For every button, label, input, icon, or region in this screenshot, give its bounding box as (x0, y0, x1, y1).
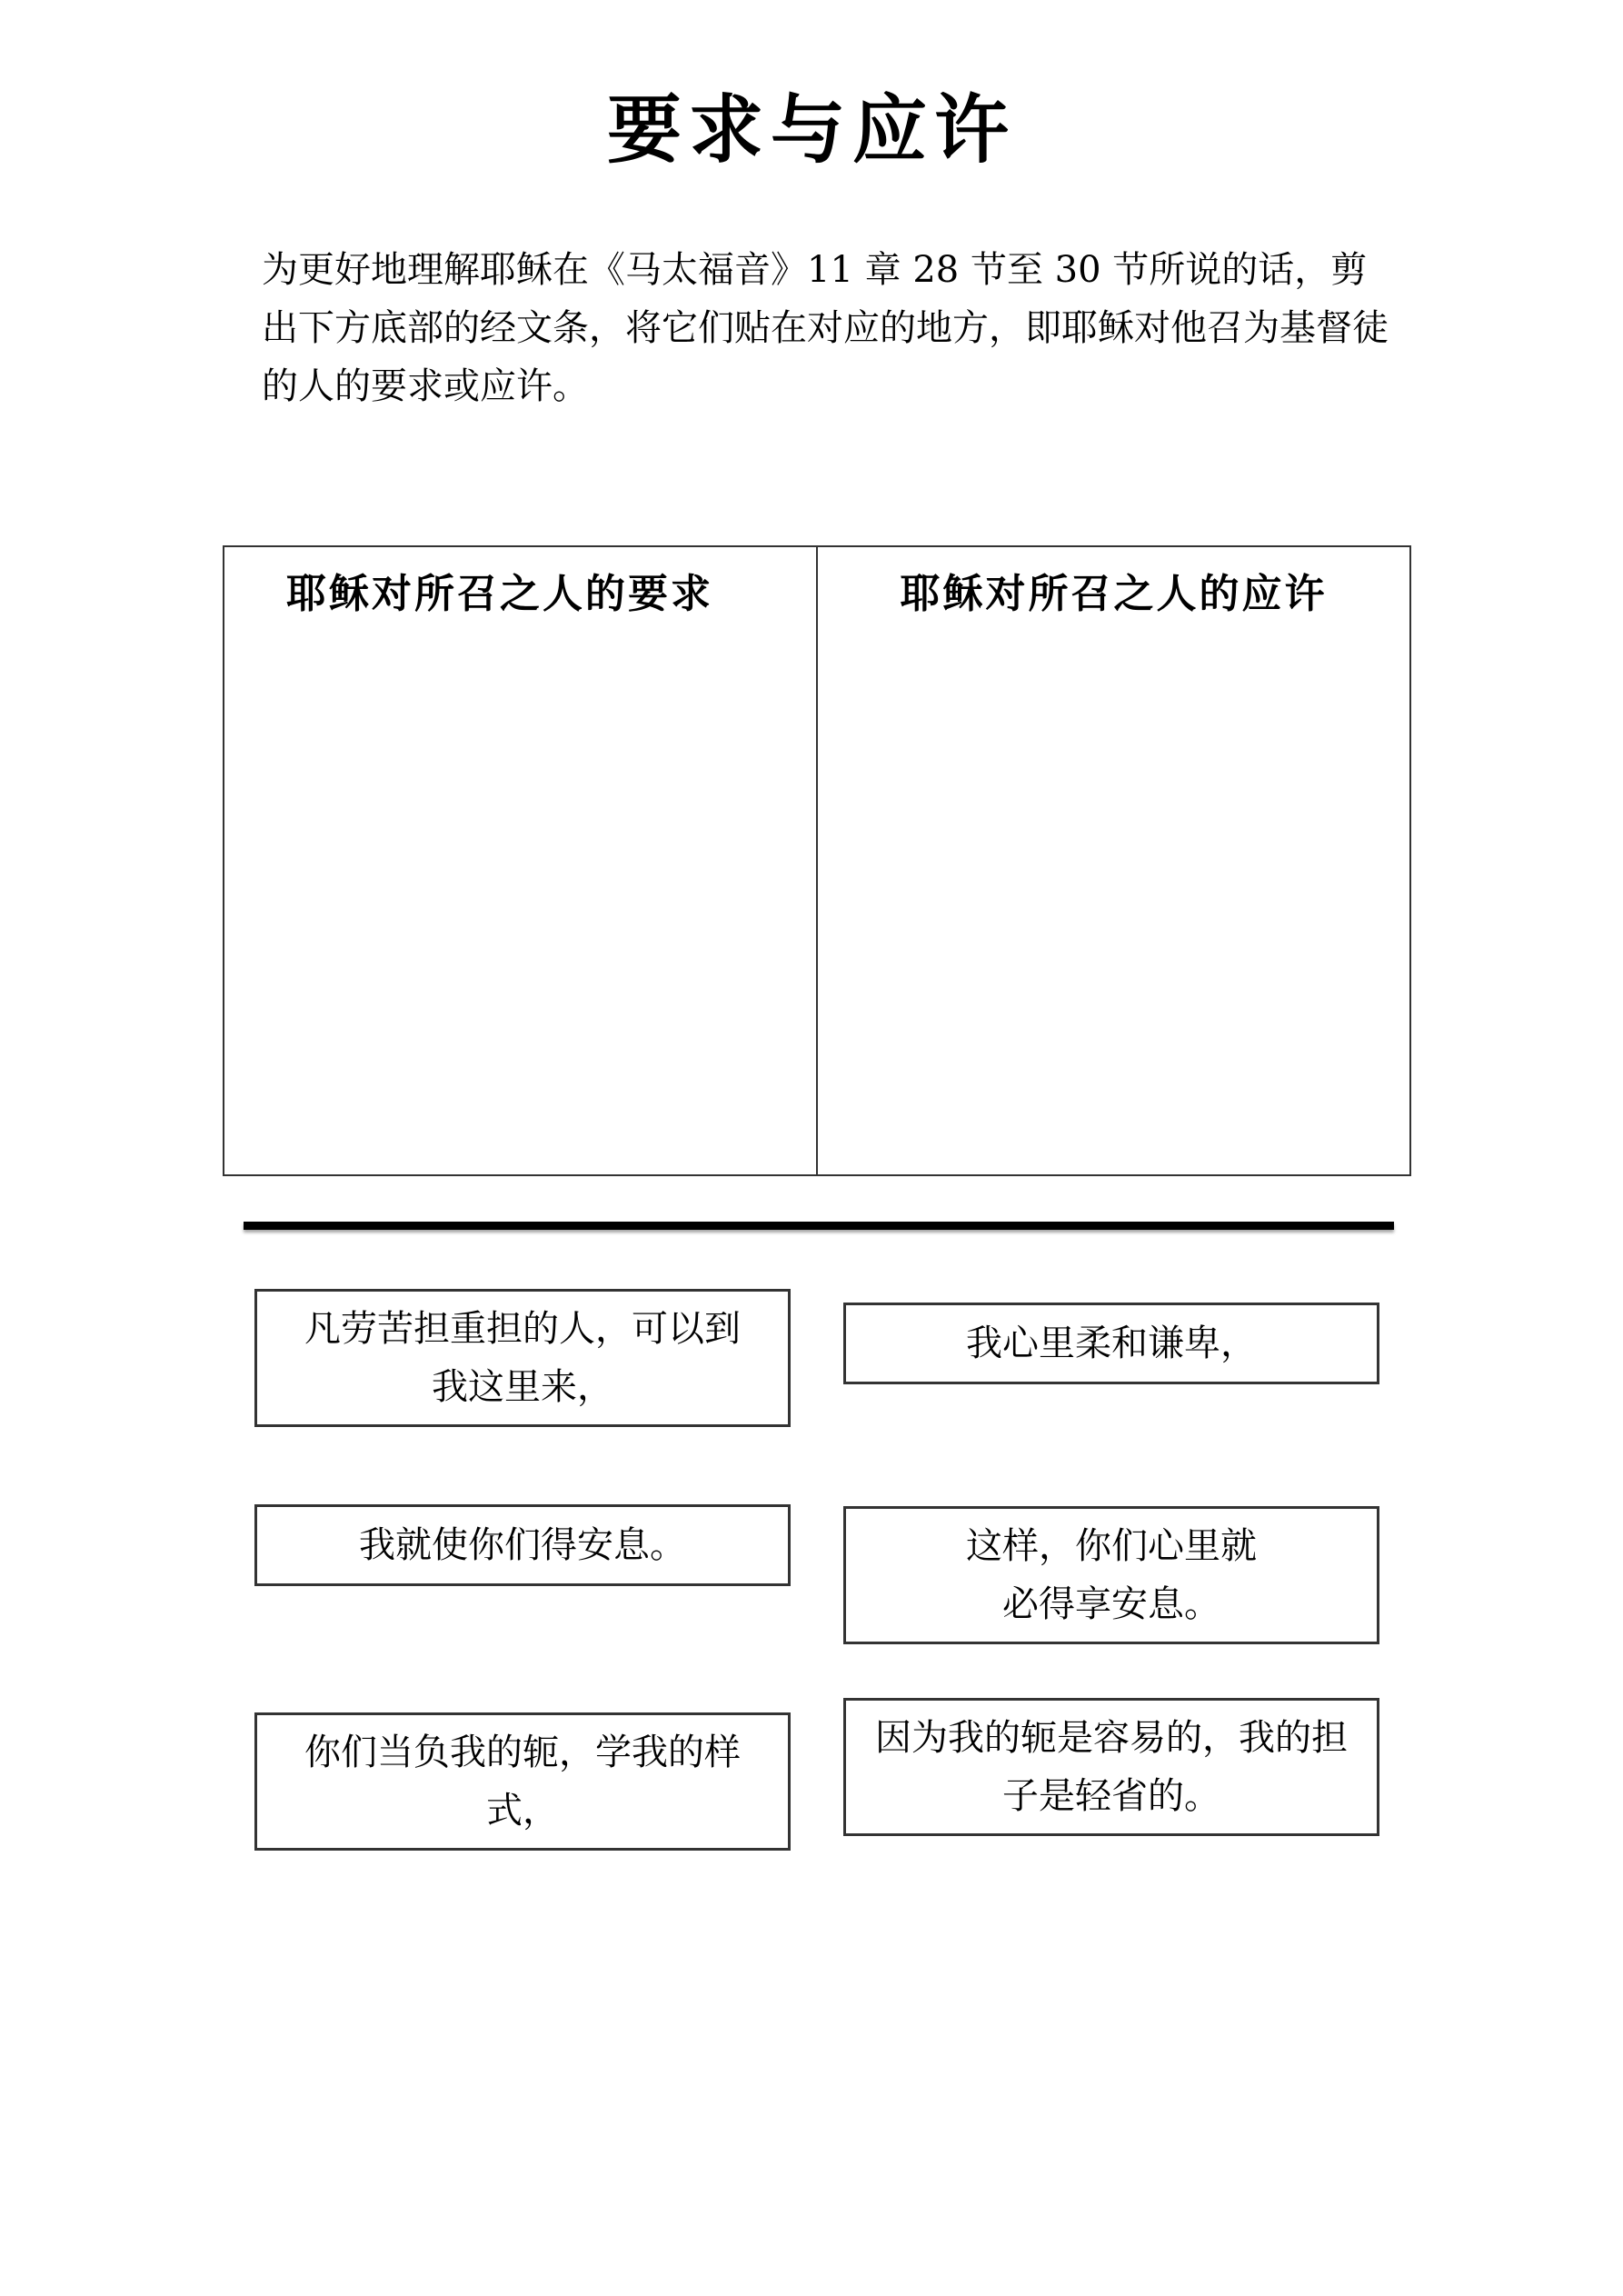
verse-strip-find-rest (843, 1506, 1379, 1644)
verse-strip-text: 凡劳苦担重担的人，可以到我这里来， (304, 1308, 741, 1408)
requirements-header: 耶稣对所召之人的要求 (286, 571, 713, 617)
verse-strip-come-to-me (254, 1289, 791, 1427)
verse-strip-easy-yoke (843, 1698, 1379, 1836)
verse-strip-text: 这样，你们心里就必得享安息。 (966, 1525, 1257, 1625)
sorting-table (223, 545, 1411, 1176)
requirements-column (224, 547, 816, 1174)
verse-strip-text: 你们当负我的轭，学我的样式， (304, 1732, 741, 1832)
verse-strip-give-rest (254, 1504, 791, 1586)
verse-strip-text: 因为我的轭是容易的，我的担子是轻省的。 (875, 1717, 1348, 1817)
verse-strip-text: 我心里柔和谦卑， (966, 1323, 1257, 1364)
page-title: 要求与应许 (606, 86, 1016, 174)
cut-divider-line (244, 1222, 1394, 1230)
verse-strip-text: 我就使你们得安息。 (359, 1524, 686, 1566)
verse-strip-gentle-humble (843, 1303, 1379, 1384)
verse-strip-take-yoke (254, 1712, 791, 1851)
promises-column (816, 547, 1409, 1174)
promises-header: 耶稣对所召之人的应许 (900, 571, 1328, 617)
instructions-paragraph: 为更好地理解耶稣在《马太福音》11 章 28 节至 30 节所说的话，剪出下方底部的经文条，将它们贴在对应的地方，即耶稣对他召为基督徒的人的要求或应许。 (262, 249, 1389, 407)
